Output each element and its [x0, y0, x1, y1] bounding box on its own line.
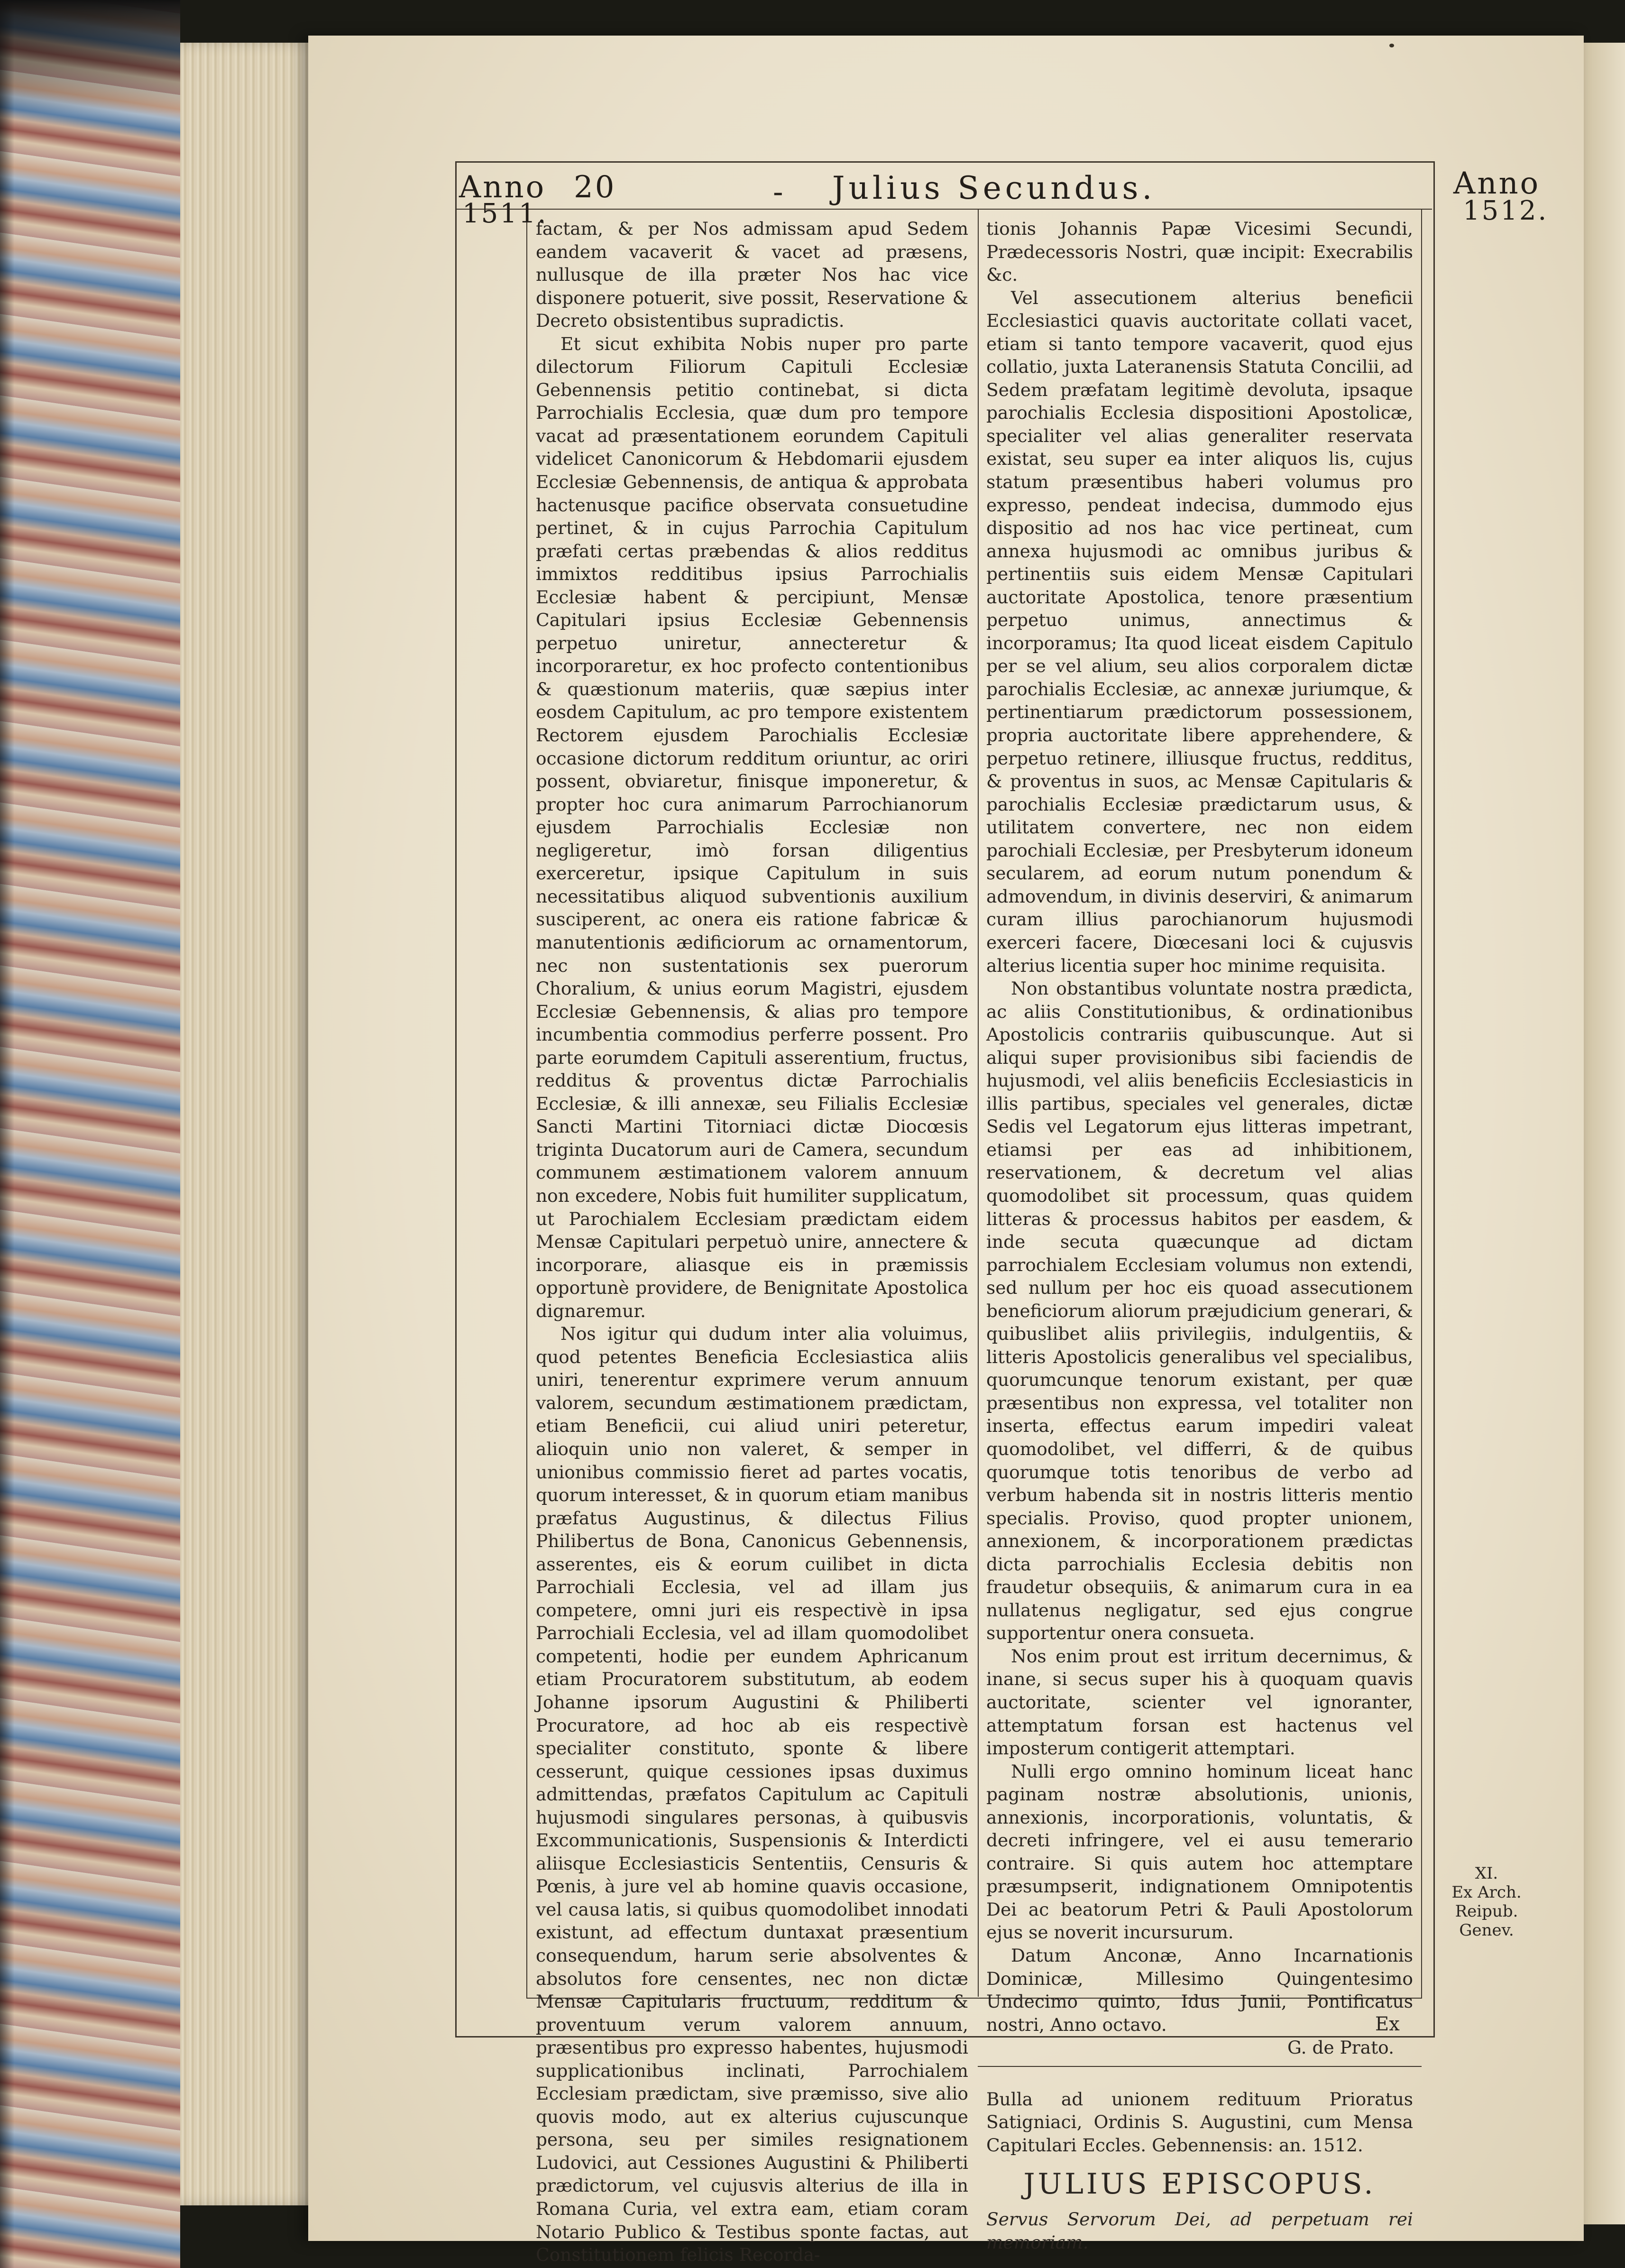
- right-paragraph: tionis Johannis Papæ Vicesimi Secundi, Prædecessoris Nostri, quæ incipit: Execrabilis &c.: [986, 218, 1413, 286]
- right-paragraph: Vel assecutionem alterius beneficii Ecclesiastici quavis auctoritate collati vacet, etiam si tanto tempore vacaverit, quod ejus collatio, juxta Lateranensis Statuta Concilii, ad Sedem præfatam legitimè devoluta, ipsaque parochialis Ecclesia dispositioni Apostolicæ, specialiter vel alias generaliter reservata existat, seu super ea inter aliquos lis, cujus statum præsentibus haberi volumus pro expresso, pendeat indecisa, dummodo ejus dispositio ad nos hac vice pertineat, cum annexa hujusmodi ac omnibus juribus & pertinentiis suis eidem Mensæ Capitulari auctoritate Apostolica, tenore præsentium perpetuo unimus, annectimus & incorporamus; Ita quod liceat eisdem Capitulo per se vel alium, seu alios corporalem dictæ parochialis Ecclesiæ, ac annexæ juriumque, & pertinentiarum prædictorum possessionem, propria auctoritate libere apprehendere, & perpetuo retinere, illiusque fructus, redditus, & proventus in suos, ac Mensæ Capitularis & parochialis Ecclesiæ prædictarum usus, & utilitatem convertere, nec non eidem parochiali Ecclesiæ, per Presbyterum idoneum secularem, ad eorum nutum ponendum & admovendum, in divinis deserviri, & animarum curam illius parochianorum hujusmodi exerceri facere, Diœcesani loci & cujusvis alterius licentia super hoc minime requisita.: [986, 287, 1413, 976]
- margin-note-number: XI.: [1475, 1864, 1498, 1883]
- right-paragraph: Datum Anconæ, Anno Incarnationis Dominicæ, Millesimo Quingentesimo Undecimo quinto, Idus Junii, Pontificatus nostri, Anno octavo.: [986, 1945, 1413, 2035]
- margin-note-line: Genev.: [1459, 1921, 1514, 1940]
- servus-line: Servus Servorum Dei, ad perpetuam rei memoriam.: [986, 2209, 1413, 2253]
- marbled-binding: [0, 0, 180, 2268]
- header-right-year: 1512.: [1463, 195, 1549, 226]
- right-paragraph: Nos enim prout est irritum decernimus, & inane, si secus super his à quoquam quavis auctoritate, scienter vel ignoranter, attemptatum forsan est hactenus vel imposterum contigerit attemptari.: [986, 1645, 1413, 1759]
- catchword: Ex: [1375, 2013, 1400, 2035]
- running-title: Julius Secundus.: [832, 170, 1156, 206]
- signature: G. de Prato.: [1287, 2037, 1394, 2058]
- margin-note-line: Ex Arch.: [1451, 1883, 1522, 1902]
- right-column: [986, 217, 1413, 2254]
- left-paragraph: factam, & per Nos admissam apud Sedem eandem vacaverit & vacet ad præsens, nullusque de illa præter Nos hac vice disponere potuerit, sive possit, Reservatione & Decreto obsistentibus supradictis.: [536, 218, 968, 332]
- left-paragraph: Et sicut exhibita Nobis nuper pro parte dilectorum Filiorum Capituli Ecclesiæ Gebennensis petitio continebat, si dicta Parrochialis Ecclesia, quæ dum pro tempore vacat ad præsentationem eorundem Capituli videlicet Canonicorum & Hebdomarii ejusdem Ecclesiæ Gebennensis, de antiqua & approbata hactenusque pacifice observata consuetudine pertinet, & in cujus Parrochia Capitulum præfati certas præbendas & alios redditus immixtos redditibus ipsius Parrochialis Ecclesiæ habent & percipiunt, Mensæ Capitulari ipsius Ecclesiæ Gebennensis perpetuo uniretur, annecteretur & incorporaretur, ex hoc profecto contentionibus & quæstionum materiis, quæ sæpius inter eosdem Capitulum, ac pro tempore existentem Rectorem ejusdem Parochialis Ecclesiæ occasione dictorum redditum oriuntur, ac oriri possent, obviaretur, finisque imponeretur, & propter hoc cura animarum Parrochianorum ejusdem Parrochialis Ecclesiæ non negligeretur, imò forsan diligentius exerceretur, ipsique Capitulum in suis necessitatibus aliquod subventionis auxilium susciperent, ac onera eis ratione fabricæ & manutentionis ædificiorum ac ornamentorum, nec non sustentationis sex puerorum Choralium, & unius eorum Magistri, ejusdem Ecclesiæ Gebennensis, & alias pro tempore incumbentia commodius perferre possent. Pro parte eorumdem Capituli asserentium, fructus, redditus & proventus dictæ Parrochialis Ecclesiæ, & illi annexæ, seu Filialis Ecclesiæ Sancti Martini Titorniaci dictæ Diocœsis triginta Ducatorum auri de Camera, secundum communem æstimationem valorem annuum non excedere, Nobis fuit humiliter supplicatum, ut Parochialem Ecclesiam prædictam eidem Mensæ Capitulari perpetuò unire, annectere & incorporare, aliasque eis in præmissis opportunè providere, de Benignitate Apostolica dignaremur.: [536, 333, 968, 1321]
- section-rule: [978, 2066, 1422, 2067]
- header-dash: -: [773, 175, 785, 210]
- column-divider: [978, 209, 979, 1997]
- margin-note: [1446, 1864, 1527, 1940]
- binding-shadow: [0, 0, 180, 114]
- bulla-heading: Bulla ad unionem redituum Prioratus Satigniaci, Ordinis S. Augustini, cum Mensa Capitulari Eccles. Gebennensis: an. 1512.: [986, 2088, 1413, 2156]
- margin-note-line: Reipub.: [1455, 1902, 1518, 1921]
- header-left-year: 1511.: [462, 198, 548, 229]
- left-paragraph: Nos igitur qui dudum inter alia voluimus, quod petentes Beneficia Ecclesiastica aliis uniri, tenerentur exprimere verum annuum valorem, secundum æstimationem prædictam, etiam Beneficii, cui aliud uniri peteretur, alioquin unio non valeret, & semper in unionibus commissio fieret ad partes vocatis, quorum interesset, & in quorum etiam manibus præfatus Augustinus, & dilectus Filius Philibertus de Bona, Canonicus Gebennensis, asserentes, eis & eorum cuilibet in dicta Parrochiali Ecclesia, vel ad illam jus competere, omni juri eis respectivè in ipsa Parrochiali Ecclesia, vel ad illam quomodolibet competenti, hodie per eundem Aphricanum etiam Procuratorem substitutum, ab eodem Johanne ipsorum Augustini & Philiberti Procuratore, ad hoc ab eis respectivè specialiter constituto, sponte & libere cesserunt, quique cessiones ipsas duximus admittendas, præfatos Capitulum ac Capituli hujusmodi singulares personas, à quibusvis Excommunicationis, Suspensionis & Interdicti aliisque Ecclesiasticis Sententiis, Censuris & Pœnis, à jure vel ab homine quavis occasione, vel causa latis, si quibus quomodolibet innodati existunt, ad effectum duntaxat præsentium consequendum, harum serie absolventes & absolutos fore censentes, nec non dictæ Mensæ Capitularis fructuum, redditum & proventuum verum valorem annuum, præsentibus pro expresso habentes, hujusmodi supplicationibus inclinati, Parrochialem Ecclesiam prædictam, sive præmisso, sive alio quovis modo, aut ex alterius cujuscunque persona, seu per similes resignationem Ludovici, aut Cessiones Augustini & Philiberti prædictorum, vel cujusvis alterius de illa in Romana Curia, vel extra eam, etiam coram Notario Publico & Testibus sponte factas, aut Constitutionem felicis Recorda-: [536, 1323, 968, 2266]
- page-number: 20: [574, 170, 616, 205]
- ink-spot: [1389, 44, 1394, 47]
- right-paragraph: Nulli ergo omnino hominum liceat hanc paginam nostræ absolutionis, unionis, annexionis, incorporationis, voluntatis, & decreti infringere, vel ei ausu temerario contraire. Si quis autem hoc attemptare præsumpserit, indignationem Omnipotentis Dei ac beatorum Petri & Pauli Apostolorum ejus se noverit incursurum.: [986, 1761, 1413, 1943]
- header-right-anno: Anno: [1453, 166, 1541, 201]
- left-column: [536, 217, 968, 2267]
- next-page-edge: [1582, 43, 1625, 2224]
- header-left-anno: Anno: [459, 170, 546, 205]
- right-paragraph: Non obstantibus voluntate nostra prædicta, ac aliis Constitutionibus, & ordinationibus Apostolicis contrariis quibuscunque. Aut si aliqui super provisionibus sibi faciendis de hujusmodi, vel aliis beneficiis Ecclesiasticis in illis partibus, speciales vel generales, dictæ Sedis vel Legatorum ejus litteras impetrant, etiamsi per eas ad inhibitionem, reservationem, & decretum vel alias quomodolibet sit processum, quas quidem litteras & processus habitos per easdem, & inde secuta quæcunque ad dictam parrochialem Ecclesiam volumus non extendi, sed nullum per hoc eis quoad assecutionem beneficiorum aliorum præjudicium generari, & quibuslibet aliis privilegiis, indulgentiis, & litteris Apostolicis generalibus vel specialibus, quorumcunque tenorum existant, per quæ præsentibus non expressa, vel totaliter non inserta, effectus earum impediri valeat quomodolibet, vel differri, & de quibus quorumque totis tenoribus de verbo ad verbum habenda sit in nostris litteris mentio specialis. Proviso, quod propter unionem, annexionem, & incorporationem prædictas dicta parrochialis Ecclesia debitis non fraudetur obsequiis, & animarum cura in ea nullatenus negligatur, sed ejus congrue supportentur onera consueta.: [986, 978, 1413, 1644]
- julius-episcopus-heading: JULIUS EPISCOPUS.: [1023, 2167, 1376, 2201]
